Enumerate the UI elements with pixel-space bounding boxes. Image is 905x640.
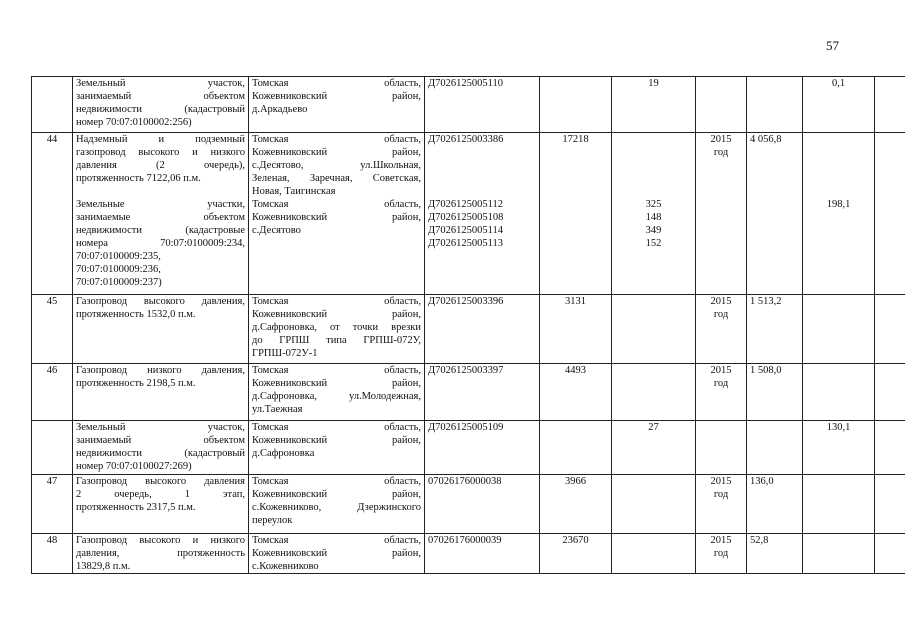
cell-length: 3966 <box>540 474 612 533</box>
cell-object-name <box>73 533 249 573</box>
cell-line: с.Десятово, ул.Школьная, <box>252 160 421 171</box>
cell-registry-code <box>425 363 540 420</box>
cell-line: д.Сафроновка <box>252 447 315 459</box>
cell-note <box>875 420 905 474</box>
table-row <box>32 198 905 294</box>
cell-line: 70:07:0100009:235, <box>76 251 161 262</box>
cell-year <box>696 363 747 420</box>
cell-land-value: 130,1 <box>803 420 875 474</box>
year-part: год <box>713 147 729 158</box>
cell-address <box>249 198 425 294</box>
cell-line: давления, протяженность <box>76 547 245 559</box>
cell-line: протяженность 7122,06 п.м. <box>76 173 201 184</box>
cell-line: Газопровод низкого давления, <box>76 364 245 376</box>
cell-registry-code <box>425 294 540 363</box>
cell-line: д.Сафроновка, от точки врезки <box>252 321 421 333</box>
cell-line: Кожевниковский район, <box>252 488 421 500</box>
cell-area <box>612 198 696 294</box>
cell-line: Томская область, <box>252 534 421 546</box>
cell-note <box>875 77 905 133</box>
table-row <box>32 420 905 474</box>
registry-code: Д7026125005114 <box>428 225 504 236</box>
cell-line: Кожевниковский район, <box>252 91 421 102</box>
cell-address <box>249 363 425 420</box>
cell-land-value <box>803 363 875 420</box>
year-part: 2015 <box>710 134 732 145</box>
cell-area <box>612 77 696 133</box>
table-body <box>32 77 905 574</box>
cell-line: протяженность 2198,5 п.м. <box>76 377 196 389</box>
table-row <box>32 133 905 199</box>
cell-line: 2 очередь, 1 этап, <box>76 488 245 500</box>
cell-line: Томская область, <box>252 78 421 89</box>
cell-line: Томская область, <box>252 295 421 307</box>
cell-line: Кожевниковский район, <box>252 434 421 446</box>
cell-note <box>875 294 905 363</box>
cell-line: 70:07:0100009:236, <box>76 264 161 275</box>
cell-object-name <box>73 474 249 533</box>
cell-value: 1 513,2 <box>747 294 803 363</box>
cell-year <box>696 294 747 363</box>
cell-line: Земельный участок, <box>76 78 245 89</box>
cell-note <box>875 474 905 533</box>
cell-year <box>696 77 747 133</box>
cell-line: газопровод высокого и низкого <box>76 147 245 158</box>
cell-length <box>540 77 612 133</box>
cell-line: занимаемые объектом <box>76 212 245 223</box>
registry-code: Д7026125005108 <box>428 212 504 223</box>
cell-value: 136,0 <box>747 474 803 533</box>
year-part: год <box>713 488 729 500</box>
cell-note <box>875 363 905 420</box>
cell-line: переулок <box>252 514 293 526</box>
cell-year <box>696 198 747 294</box>
table-row <box>32 77 905 133</box>
cell-object-name <box>73 198 249 294</box>
cell-land-value <box>803 474 875 533</box>
cell-number: 47 <box>32 474 73 533</box>
table-row <box>32 294 905 363</box>
cell-area <box>612 533 696 573</box>
cell-line: занимаемый объектом <box>76 91 245 102</box>
area-value: 349 <box>645 225 662 236</box>
cell-line: Кожевниковский район, <box>252 212 421 223</box>
cell-line: Газопровод высокого давления, <box>76 295 245 307</box>
cell-line: протяженность 1532,0 п.м. <box>76 308 196 320</box>
cell-land-value <box>803 533 875 573</box>
cell-area <box>612 363 696 420</box>
cell-line: занимаемый объектом <box>76 434 245 446</box>
cell-number <box>32 198 73 294</box>
registry-code: Д7026125003396 <box>428 295 504 307</box>
table-row <box>32 533 905 573</box>
property-register-table <box>31 76 905 574</box>
cell-address <box>249 420 425 474</box>
table-row <box>32 474 905 533</box>
cell-registry-code <box>425 533 540 573</box>
cell-registry-code <box>425 474 540 533</box>
cell-length <box>540 420 612 474</box>
cell-address <box>249 133 425 199</box>
cell-line: Кожевниковский район, <box>252 547 421 559</box>
cell-length: 4493 <box>540 363 612 420</box>
area-value: 19 <box>648 78 659 89</box>
cell-note <box>875 133 905 199</box>
area-value: 27 <box>648 421 659 433</box>
cell-number: 44 <box>32 133 73 199</box>
registry-code: 07026176000039 <box>428 534 502 546</box>
cell-address <box>249 474 425 533</box>
cell-line: Кожевниковский район, <box>252 377 421 389</box>
registry-code: Д7026125005110 <box>428 78 504 89</box>
cell-value <box>747 198 803 294</box>
year-part: 2015 <box>710 295 732 307</box>
cell-line: до ГРПШ типа ГРПШ-072У, <box>252 334 421 346</box>
cell-number <box>32 77 73 133</box>
cell-value <box>747 420 803 474</box>
cell-land-value: 198,1 <box>803 198 875 294</box>
cell-line: протяженность 2317,5 п.м. <box>76 501 196 513</box>
cell-line: д.Сафроновка, ул.Молодежная, <box>252 390 421 402</box>
page-number: 57 <box>826 38 839 53</box>
cell-number: 48 <box>32 533 73 573</box>
year-part: 2015 <box>710 364 732 376</box>
cell-line: Томская область, <box>252 134 421 145</box>
cell-land-value: 0,1 <box>803 77 875 133</box>
cell-object-name <box>73 420 249 474</box>
cell-land-value <box>803 294 875 363</box>
cell-address <box>249 533 425 573</box>
cell-area <box>612 474 696 533</box>
cell-line: ГРПШ-072У-1 <box>252 347 318 359</box>
cell-line: номер 70:07:0100027:269) <box>76 460 192 472</box>
cell-object-name <box>73 77 249 133</box>
cell-line: недвижимости (кадастровый <box>76 447 245 459</box>
registry-code: Д7026125005112 <box>428 199 504 210</box>
area-value: 152 <box>645 238 662 249</box>
cell-registry-code <box>425 420 540 474</box>
registry-code: Д7026125003386 <box>428 134 504 145</box>
area-value: 148 <box>645 212 662 223</box>
cell-value <box>747 77 803 133</box>
year-part: 2015 <box>710 475 732 487</box>
cell-line: с.Кожевниково, Дзержинского <box>252 501 421 513</box>
cell-note <box>875 198 905 294</box>
cell-area <box>612 420 696 474</box>
registry-code: Д7026125005109 <box>428 421 504 433</box>
cell-line: давления (2 очередь), <box>76 160 245 171</box>
table-row <box>32 363 905 420</box>
year-part: год <box>713 547 729 559</box>
cell-line: 13829,8 п.м. <box>76 560 131 572</box>
year-part: год <box>713 377 729 389</box>
cell-object-name <box>73 133 249 199</box>
cell-length: 3131 <box>540 294 612 363</box>
year-part: 2015 <box>710 534 732 546</box>
cell-line: Новая, Таигинская <box>252 186 336 197</box>
cell-line: ул.Таежная <box>252 403 303 415</box>
year-part: год <box>713 308 729 320</box>
cell-line: с.Кожевниково <box>252 560 319 572</box>
cell-registry-code <box>425 77 540 133</box>
cell-line: с.Десятово <box>252 225 301 236</box>
registry-code: Д7026125005113 <box>428 238 504 249</box>
cell-note <box>875 533 905 573</box>
cell-line: номера 70:07:0100009:234, <box>76 238 245 249</box>
cell-area <box>612 133 696 199</box>
cell-land-value <box>803 133 875 199</box>
cell-length <box>540 198 612 294</box>
cell-address <box>249 77 425 133</box>
cell-area <box>612 294 696 363</box>
cell-address <box>249 294 425 363</box>
cell-line: Земельный участок, <box>76 421 245 433</box>
cell-line: Томская область, <box>252 199 421 210</box>
cell-value: 4 056,8 <box>747 133 803 199</box>
cell-line: недвижимости (кадастровый <box>76 104 245 115</box>
cell-line: Кожевниковский район, <box>252 308 421 320</box>
cell-length: 23670 <box>540 533 612 573</box>
cell-line: Газопровод высокого давления <box>76 475 245 487</box>
cell-year <box>696 420 747 474</box>
cell-line: Земельные участки, <box>76 199 245 210</box>
cell-registry-code <box>425 133 540 199</box>
cell-number <box>32 420 73 474</box>
cell-registry-code <box>425 198 540 294</box>
cell-number: 45 <box>32 294 73 363</box>
cell-year <box>696 533 747 573</box>
cell-line: Надземный и подземный <box>76 134 245 145</box>
cell-line: недвижимости (кадастровые <box>76 225 245 236</box>
cell-line: Газопровод высокого и низкого <box>76 534 245 546</box>
cell-line: Кожевниковский район, <box>252 147 421 158</box>
cell-object-name <box>73 363 249 420</box>
cell-number: 46 <box>32 363 73 420</box>
cell-year <box>696 133 747 199</box>
area-value: 325 <box>645 199 662 210</box>
cell-value: 52,8 <box>747 533 803 573</box>
cell-line: Томская область, <box>252 475 421 487</box>
cell-value: 1 508,0 <box>747 363 803 420</box>
registry-code: Д7026125003397 <box>428 364 504 376</box>
cell-line: Зеленая, Заречная, Советская, <box>252 173 421 184</box>
cell-line: д.Аркадьево <box>252 104 308 115</box>
registry-code: 07026176000038 <box>428 475 502 487</box>
cell-year <box>696 474 747 533</box>
cell-line: номер 70:07:0100002:256) <box>76 117 192 128</box>
cell-length: 17218 <box>540 133 612 199</box>
cell-object-name <box>73 294 249 363</box>
cell-line: Томская область, <box>252 364 421 376</box>
cell-line: 70:07:0100009:237) <box>76 277 162 288</box>
cell-line: Томская область, <box>252 421 421 433</box>
